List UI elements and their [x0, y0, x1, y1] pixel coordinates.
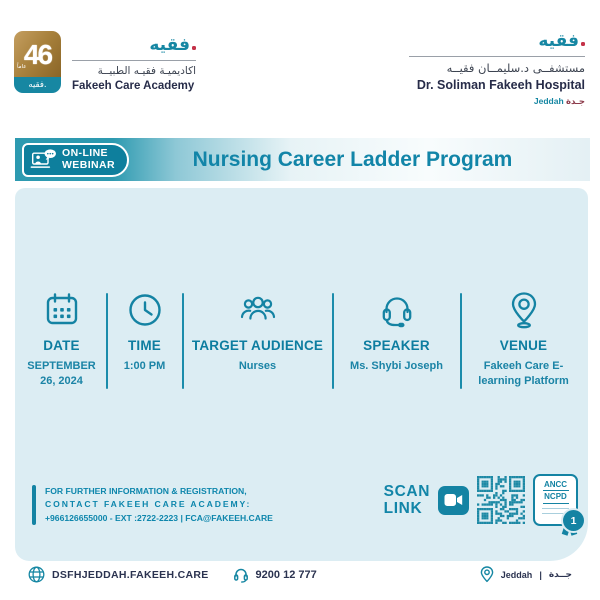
anniversary-badge-gold: [14, 31, 61, 77]
hospital-city-english: Jeddah: [533, 95, 564, 106]
hospital-arabic-wordmark: [409, 33, 585, 51]
academy-name-english: Fakeeh Care Academy: [72, 79, 195, 92]
anniversary-years-label: عاماً: [17, 64, 27, 70]
badge-line1: ON-LINE: [62, 147, 108, 160]
academy-logo-block: [72, 37, 196, 92]
hospital-logo-block: [409, 33, 585, 107]
credit-medal: 1: [563, 510, 584, 531]
link-word: LINK: [383, 500, 423, 517]
logo-dot: [192, 46, 196, 50]
speaker-label: SPEAKER: [363, 338, 430, 353]
anniversary-number: 46: [23, 39, 52, 70]
academy-divider: [72, 60, 196, 61]
footer-phone: [233, 567, 317, 583]
badge-line2: WEBINAR: [62, 158, 115, 171]
date-label: DATE: [43, 338, 80, 353]
hospital-name-arabic: مستشفــى د.سليمــان فقيــه: [446, 60, 585, 75]
hospital-city-arabic: جـدة: [566, 96, 585, 107]
footer-location-pin-icon: [480, 566, 494, 583]
venue-value: Fakeeh Care E-learning Platform: [478, 360, 569, 387]
anniversary-badge: [14, 31, 61, 93]
time-label: TIME: [127, 338, 162, 353]
detail-time: [108, 291, 182, 374]
contact-accent-bar: [32, 485, 36, 525]
scan-link-label: [384, 483, 430, 517]
footer-bar: [0, 566, 600, 583]
scan-link-block: [384, 474, 578, 526]
footer-website: [28, 566, 209, 583]
academy-wordmark-text: فقيه: [149, 35, 190, 55]
hospital-divider: [409, 56, 585, 57]
qr-code: [477, 476, 525, 524]
ancc-label: ANCC: [543, 481, 569, 491]
footer-separator: |: [539, 569, 542, 580]
location-pin-icon: [505, 291, 543, 329]
globe-icon: [28, 566, 45, 583]
speaker-value: Ms. Shybi Joseph: [350, 360, 443, 372]
ancc-certificate-badge: [533, 474, 578, 526]
audience-icon: [238, 291, 278, 329]
logo-dot: [581, 42, 585, 46]
time-value: 1:00 PM: [123, 360, 166, 372]
audience-value: Nurses: [238, 360, 277, 372]
footer-city-arabic: جــدة: [548, 569, 572, 580]
contact-line2: CONTACT FAKEEH CARE ACADEMY:: [45, 499, 252, 510]
hospital-wordmark-text: فقيه: [538, 31, 579, 51]
academy-name-arabic: اكاديميـة فقيـه الطبيــة: [97, 64, 196, 77]
calendar-icon: [43, 291, 81, 329]
contact-line3: +966126655000 - EXT :2722-2223 | FCA@FAKEEH.CARE: [45, 512, 273, 523]
online-webinar-badge: [22, 143, 129, 177]
phone-headset-icon: [233, 567, 249, 583]
venue-label: VENUE: [499, 338, 548, 353]
webinar-laptop-icon: [30, 147, 57, 172]
detail-audience: [184, 291, 332, 374]
clock-icon: [126, 291, 164, 329]
contact-line1: FOR FURTHER INFORMATION & REGISTRATION,: [45, 486, 247, 496]
date-value: SEPTEMBER 26, 2024: [27, 360, 96, 387]
footer-city-english: Jeddah: [500, 569, 533, 580]
audience-label: TARGET AUDIENCE: [191, 338, 324, 353]
hospital-name-english: Dr. Soliman Fakeeh Hospital: [416, 77, 585, 92]
contact-text: [45, 485, 273, 525]
footer-location: [480, 566, 572, 583]
phone-text: 9200 12 777: [255, 568, 317, 581]
webinar-banner: [15, 138, 590, 181]
certificate-rule: [542, 508, 569, 509]
event-details-row: [15, 291, 588, 389]
online-webinar-label: [62, 148, 115, 171]
ncpd-label: NCPD: [543, 493, 569, 503]
content-panel: [15, 188, 588, 561]
detail-venue: [462, 291, 586, 389]
scan-word: SCAN: [383, 482, 430, 500]
hospital-city: [409, 96, 585, 107]
detail-date: [18, 291, 106, 389]
contact-block: [32, 485, 273, 525]
academy-arabic-wordmark: [72, 37, 196, 55]
headset-icon: [378, 291, 416, 329]
anniversary-brand-strip: فقيه.: [14, 77, 61, 93]
program-title: Nursing Career Ladder Program: [192, 147, 513, 171]
video-camera-icon: [438, 486, 469, 515]
website-text: DSFHJEDDAH.FAKEEH.CARE: [52, 568, 209, 581]
detail-speaker: [334, 291, 460, 374]
